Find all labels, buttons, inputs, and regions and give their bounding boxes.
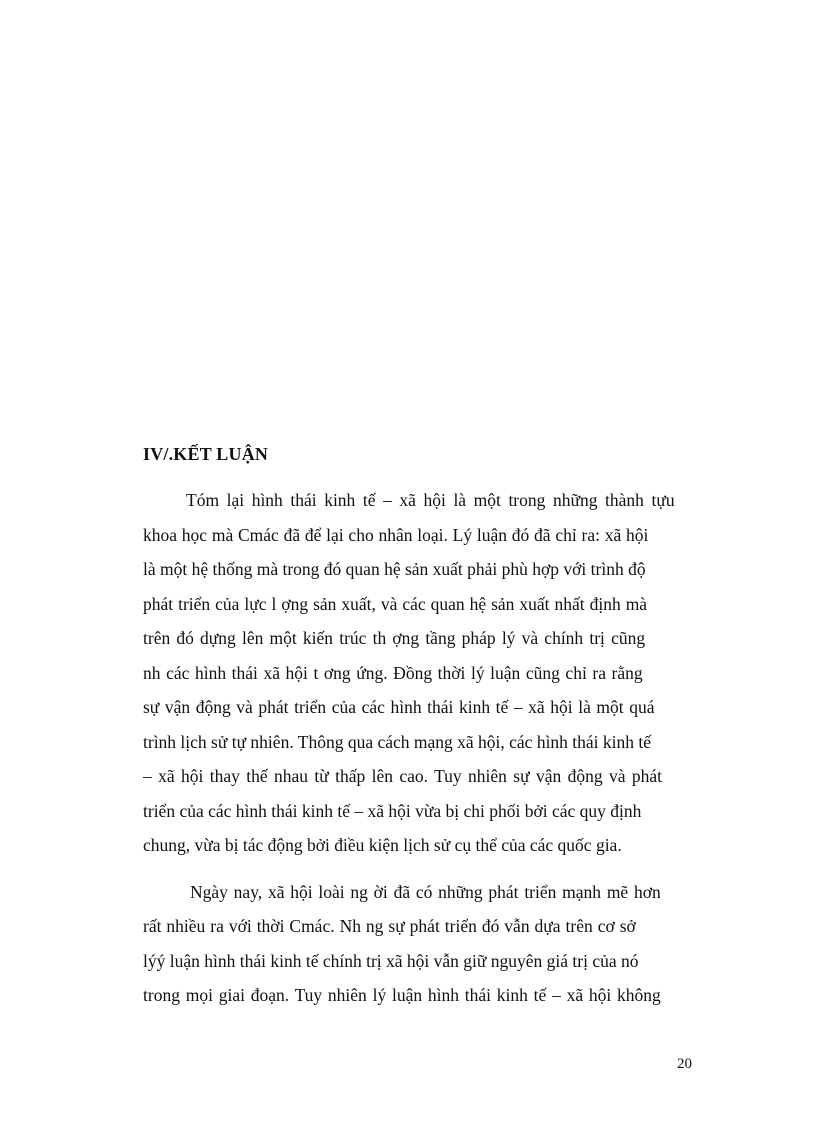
text-line: lýý luận hình thái kinh tế chính trị xã hội vẫn giữ nguyên giá trị của nó [143,951,639,971]
text-line: sự vận động và phát triển của các hình thái kinh tế – xã hội là một quá [143,697,655,717]
text-line: là một hệ thống mà trong đó quan hệ sản xuất phải phù hợp với trình độ [143,559,646,579]
text-line: trên đó dựng lên một kiến trúc th ợng tầng pháp lý và chính trị cũng [143,628,646,648]
text-line: – xã hội thay thế nhau từ thấp lên cao. Tuy nhiên sự vận động và phát [143,766,663,786]
text-line: trong mọi giai đoạn. Tuy nhiên lý luận hình thái kinh tế – xã hội không [143,985,661,1005]
text-line: Ngày nay, xã hội loài ng ời đã có những phát triển mạnh mẽ hơn [190,882,661,902]
text-line: rất nhiều ra với thời Cmác. Nh ng sự phát triển đó vẫn dựa trên cơ sở [143,916,636,936]
section-heading: IV/.KẾT LUẬN [143,444,269,464]
page-number: 20 [677,1056,692,1072]
text-line: chung, vừa bị tác động bởi điều kiện lịch sử cụ thể của các quốc gia. [143,835,622,855]
text-line: triển của các hình thái kinh tế – xã hội vừa bị chi phối bởi các quy định [143,801,642,821]
text-line: trình lịch sử tự nhiên. Thông qua cách mạng xã hội, các hình thái kinh tế [143,732,652,752]
text-line: phát triển của lực l ợng sản xuất, và các quan hệ sản xuất nhất định mà [143,594,648,614]
text-line: khoa học mà Cmác đã để lại cho nhân loại. Lý luận đó đã chỉ ra: xã hội [143,525,649,545]
text-line: Tóm lại hình thái kinh tế – xã hội là một trong những thành tựu [186,490,675,510]
text-line: nh các hình thái xã hội t ơng ứng. Đồng thời lý luận cũng chỉ ra rằng [143,663,643,683]
